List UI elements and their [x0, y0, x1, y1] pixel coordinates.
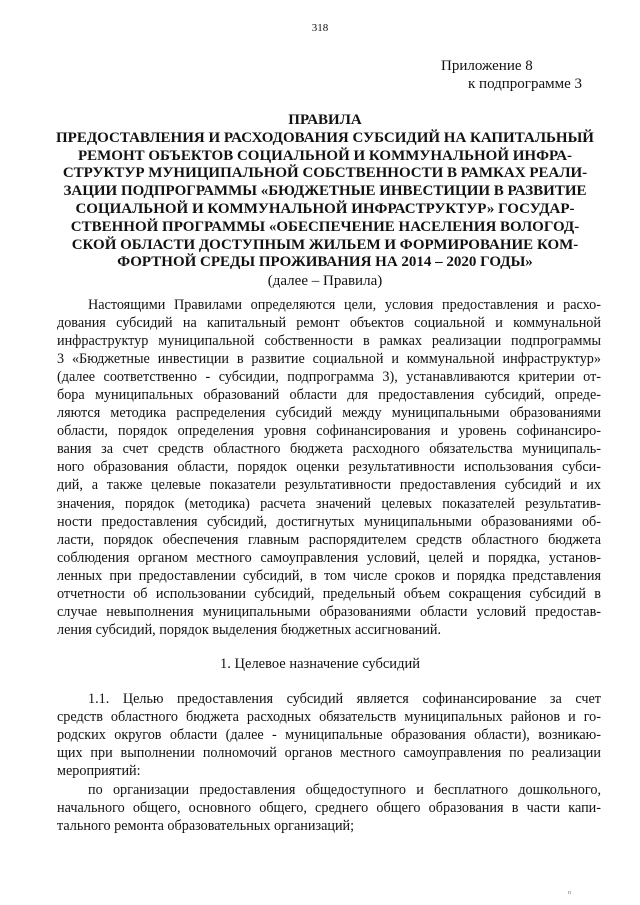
scan-mark: n: [568, 890, 571, 896]
paragraph-line: отчетности об использовании субсидий, предельный объем сокращения субсидий в: [57, 585, 601, 602]
paragraph-line: ного образования области, порядок оценки результативности использования субси-: [57, 459, 601, 476]
paragraph-line: соблюдения органом местного самоуправления условий, целей и порядка, установ-: [57, 549, 601, 566]
paragraph-line: значения, порядок (методика) расчета значений целевых показателей результатив-: [57, 495, 601, 512]
paragraph-line: вания за счет средств областного бюджета расходного обязательства муниципаль-: [57, 441, 601, 458]
paragraph-line: ласти, порядок обеспечения главным распорядителем средств областного бюджета: [57, 531, 601, 548]
paragraph-line: инфраструктур муниципальной собственности в рамках реализации подпрограммы: [57, 333, 601, 350]
title-line: ПРАВИЛА: [288, 112, 362, 128]
paragraph-line: области, порядок определения уровня софинансирования и уровень софинансиро-: [57, 423, 601, 440]
appendix-reference: к подпрограмме 3: [468, 76, 582, 92]
paragraph-line: Настоящими Правилами определяются цели, условия предоставления и расхо-: [88, 297, 601, 313]
section-heading: 1. Целевое назначение субсидий: [220, 656, 420, 672]
document-title: [40, 112, 610, 290]
paragraph-line: ляются методика распределения субсидий между муниципальными образованиями: [57, 405, 601, 422]
paragraph-line: тального ремонта образовательных организаций;: [57, 818, 355, 835]
title-line: СТРУКТУР МУНИЦИПАЛЬНОЙ СОБСТВЕННОСТИ В РАМКАХ РЕАЛИ-: [62, 165, 588, 182]
paragraph-line: ленных при предоставлении субсидий, в том числе сроков и порядка представления: [57, 567, 601, 584]
paragraph-line: бора муниципальных образований области для предоставления субсидий, опреде-: [57, 387, 601, 404]
paragraph-line: дий, а также целевые показатели результативности предоставления субсидий и их: [57, 477, 601, 494]
paragraph-line: случае невыполнения муниципальными образованиями области условий предостав-: [57, 603, 601, 620]
intro-paragraph: [57, 296, 601, 639]
paragraph-line: щих при выполнении полномочий органов местного самоуправления по реализации: [57, 745, 601, 762]
paragraph-line: ности предоставления субсидий, достигнутых муниципальными образованиями об-: [57, 513, 601, 530]
title-line: ФОРТНОЙ СРЕДЫ ПРОЖИВАНИЯ НА 2014 – 2020 ГОДЫ»: [117, 254, 533, 271]
paragraph-line: начального общего, основного общего, среднего общего образования в части капи-: [57, 800, 601, 817]
title-line: СКОЙ ОБЛАСТИ ДОСТУПНЫМ ЖИЛЬЕМ И ФОРМИРОВАНИЕ КОМ-: [71, 236, 579, 253]
paragraph-line: родских округов области (далее - муниципальные образования области), возникаю-: [57, 727, 601, 744]
paragraph-line: 1.1. Целью предоставления субсидий является софинансирование за счет: [88, 691, 601, 707]
paragraph-line: мероприятий:: [57, 763, 141, 780]
clause-1-1: [57, 690, 601, 780]
title-line: СТВЕННОЙ ПРОГРАММЫ «ОБЕСПЕЧЕНИЕ НАСЕЛЕНИЯ ВОЛОГОД-: [70, 218, 580, 235]
title-line: СОЦИАЛЬНОЙ И КОММУНАЛЬНОЙ ИНФРАСТРУКТУР» ГОСУДАР-: [75, 200, 575, 217]
paragraph-line: 3 «Бюджетные инвестиции в развитие социальной и коммунальной инфраструктур»: [57, 351, 601, 368]
paragraph-line: средств областного бюджета расходных обязательств муниципальных районов и го-: [57, 709, 601, 726]
page-number: 318: [311, 22, 329, 34]
paragraph-line: по организации предоставления общедоступного и бесплатного дошкольного,: [88, 782, 601, 798]
title-line: ПРЕДОСТАВЛЕНИЯ И РАСХОДОВАНИЯ СУБСИДИЙ НА КАПИТАЛЬНЫЙ: [56, 129, 594, 146]
paragraph-line: дования субсидий на капитальный ремонт объектов социальной и коммунальной: [57, 315, 601, 332]
paragraph-line: (далее соответственно - субсидии, подпрограмма 3), устанавливаются критерии от-: [57, 369, 601, 386]
clause-1-1-item: [57, 781, 601, 835]
title-line: РЕМОНТ ОБЪЕКТОВ СОЦИАЛЬНОЙ И КОММУНАЛЬНОЙ ИНФРА-: [77, 147, 573, 164]
title-subtitle: (далее – Правила): [267, 273, 383, 290]
title-line: ЗАЦИИ ПОДПРОГРАММЫ «БЮДЖЕТНЫЕ ИНВЕСТИЦИИ В РАЗВИТИЕ: [63, 183, 587, 200]
appendix-label: Приложение 8: [441, 58, 533, 74]
paragraph-line: ления субсидий, порядок выделения бюджетных ассигнований.: [57, 621, 442, 638]
